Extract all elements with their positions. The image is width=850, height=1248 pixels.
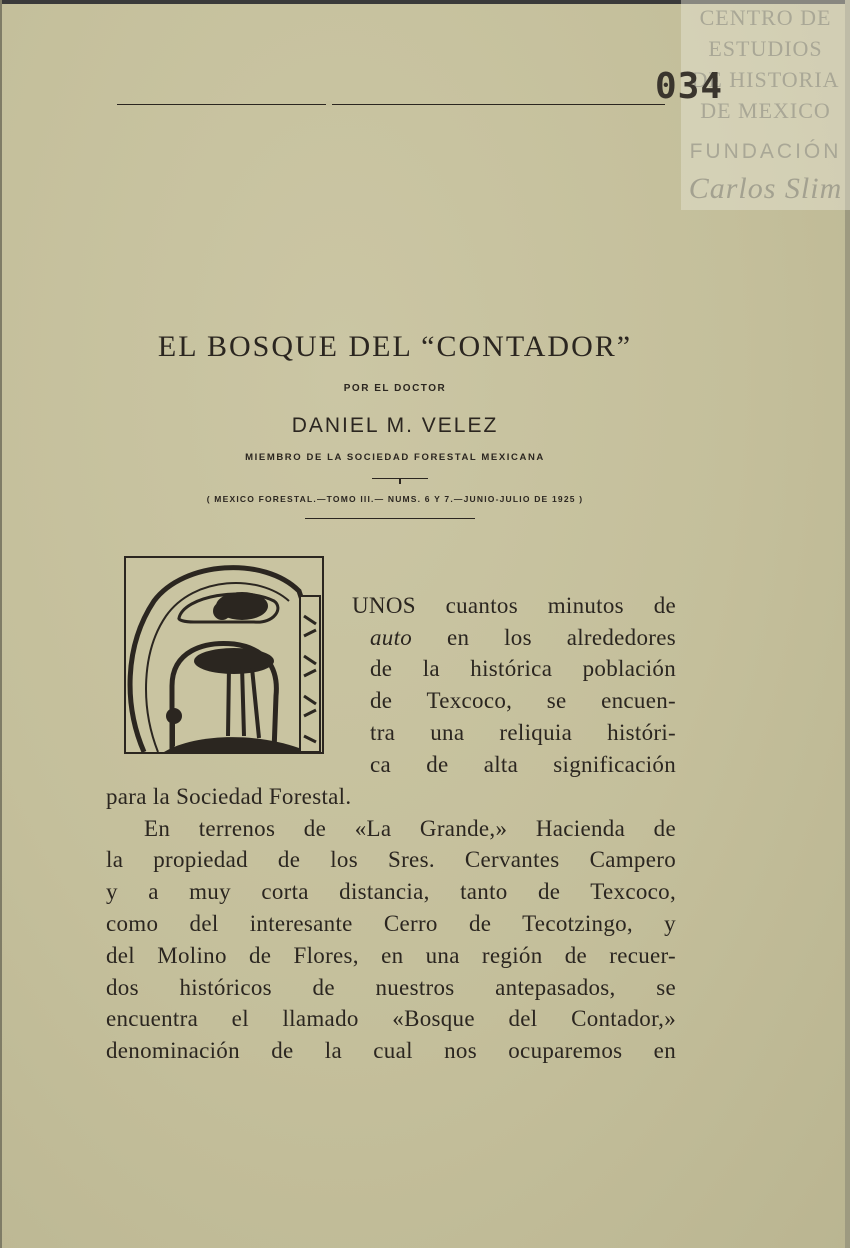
header-rule (117, 104, 665, 105)
italic-word: auto (370, 625, 413, 650)
drop-cap-tree-clump-small (213, 602, 231, 620)
drop-cap-illustration (124, 556, 324, 756)
scan-left-edge (0, 0, 2, 1248)
watermark-line: DE HISTORIA (691, 67, 840, 92)
text-line: de la histórica población (370, 656, 676, 681)
text-line: dos históricos de nuestros antepasados, se (106, 975, 676, 1000)
text-fragment: UNOS cuantos minutos de (352, 593, 676, 618)
ornament-tick (399, 478, 401, 484)
text-line: encuentra el llamado «Bosque del Contador,» (106, 1006, 676, 1031)
publication-citation: ( MEXICO FORESTAL.—TOMO III.— NUMS. 6 Y 7.—JUNIO-JULIO DE 1925 ) (206, 494, 584, 504)
text-line: En terrenos de «La Grande,» Hacienda de (144, 816, 676, 841)
text-line (370, 622, 676, 654)
text-line: de Texcoco, se encuen- (370, 688, 676, 713)
watermark-line: ESTUDIOS (708, 36, 823, 61)
text-line: la propiedad de los Sres. Cervantes Campero (106, 847, 676, 872)
watermark-line: CENTRO DE (699, 5, 832, 30)
watermark-line: DE MEXICO (700, 98, 831, 123)
article-author: DANIEL M. VELEZ (291, 414, 499, 437)
article-byline: POR EL DOCTOR (343, 383, 447, 394)
watermark-line: FUNDACIÓN (689, 140, 842, 163)
text-line (352, 590, 676, 622)
text-line: como del interesante Cerro de Tecotzingo, y (106, 911, 676, 936)
text-line: del Molino de Flores, en una región de recuer- (106, 943, 676, 968)
page-number: 034 (655, 66, 724, 107)
text-line: para la Sociedad Forestal. (106, 784, 352, 809)
drop-cap-tree-canopy (194, 648, 274, 674)
title-underline (305, 518, 475, 519)
author-affiliation: MIEMBRO DE LA SOCIEDAD FORESTAL MEXICANA (245, 452, 545, 463)
text-fragment: en los alrededores (412, 625, 676, 650)
text-line: y a muy corta distancia, tanto de Texcoco, (106, 879, 676, 904)
watermark-signature: Carlos Slim (688, 172, 843, 205)
header-rule-gap (326, 101, 332, 107)
text-line: ca de alta significación (370, 752, 676, 777)
text-line: denominación de la cual nos ocuparemos en (106, 1038, 676, 1063)
article-title: EL BOSQUE DEL “CONTADOR” (157, 330, 633, 363)
text-line: tra una reliquia históri- (370, 720, 676, 745)
